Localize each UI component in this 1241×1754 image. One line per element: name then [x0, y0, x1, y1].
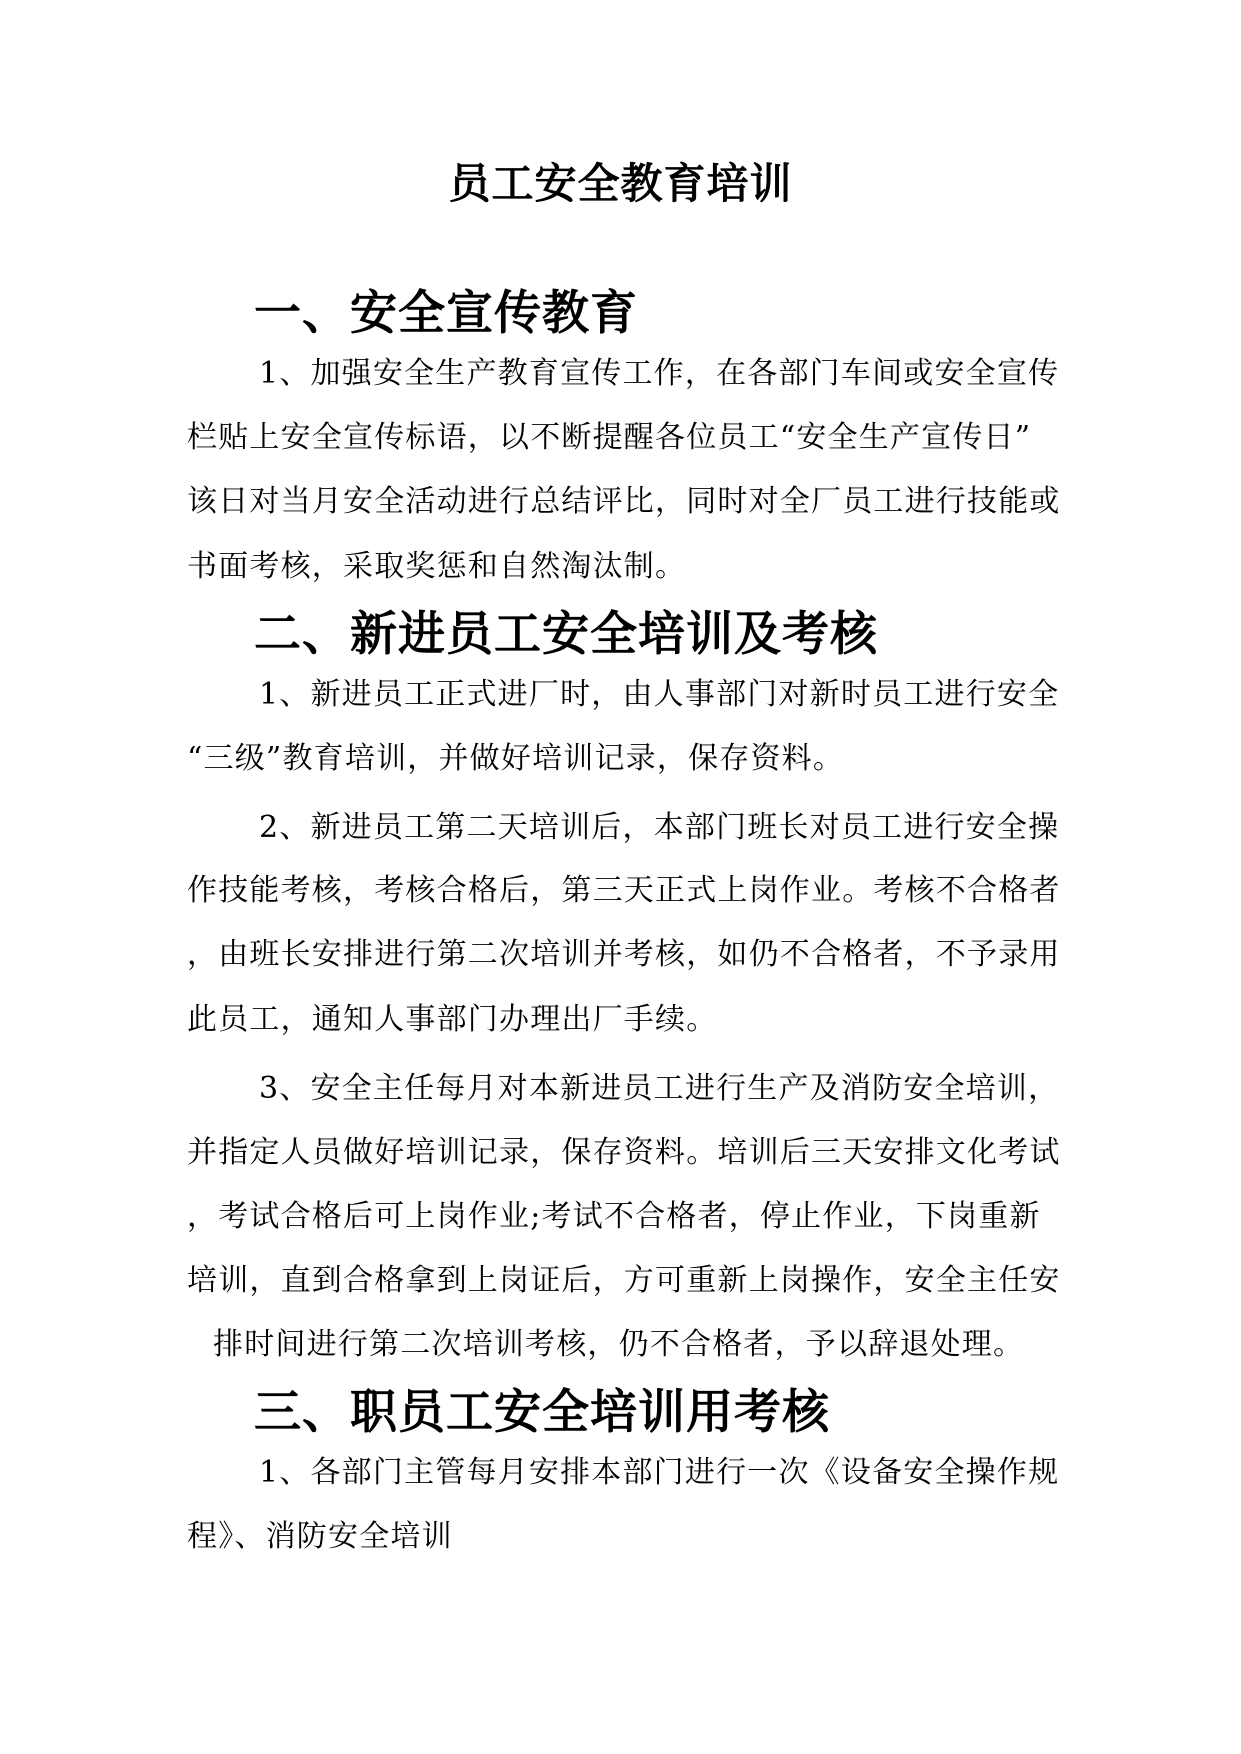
paragraph-line: ，由班长安排进行第二次培训并考核，如仍不合格者，不予录用 [187, 937, 1061, 972]
paragraph-line: 2、新进员工第二天培训后，本部门班长对员工进行安全操 [259, 810, 1060, 845]
paragraph-line: 该日对当月安全活动进行总结评比，同时对全厂员工进行技能或 [187, 484, 1061, 519]
paragraph-line: 作技能考核，考核合格后，第三天正式上岗作业。考核不合格者 [187, 873, 1061, 908]
paragraph-line: 排时间进行第二次培训考核，仍不合格者，予以辞退处理。 [213, 1327, 1025, 1362]
paragraph-line: 1、新进员工正式进厂时，由人事部门对新时员工进行安全 [259, 677, 1060, 712]
paragraph-line: 培训，直到合格拿到上岗证后，方可重新上岗操作，安全主任安 [187, 1263, 1061, 1298]
section-heading-1: 一、安全宣传教育 [254, 286, 638, 341]
section-heading-3: 三、职员工安全培训用考核 [254, 1385, 830, 1440]
paragraph-line: 此员工，通知人事部门办理出厂手续。 [187, 1002, 718, 1037]
paragraph-line: 1、各部门主管每月安排本部门进行一次《设备安全操作规 [259, 1455, 1060, 1490]
paragraph-line: ，考试合格后可上岗作业;考试不合格者，停止作业，下岗重新 [187, 1199, 1041, 1234]
paragraph-line: 3、安全主任每月对本新进员工进行生产及消防安全培训， [259, 1071, 1060, 1106]
paragraph-line: 程》、消防安全培训 [187, 1519, 453, 1554]
paragraph-line: 栏贴上安全宣传标语，以不断提醒各位员工“安全生产宣传日” [187, 420, 1032, 455]
paragraph-line: 书面考核，采取奖惩和自然淘汰制。 [187, 549, 687, 584]
paragraph-line: 并指定人员做好培训记录，保存资料。培训后三天安排文化考试 [187, 1135, 1061, 1170]
paragraph-line: 1、加强安全生产教育宣传工作，在各部门车间或安全宣传 [259, 356, 1060, 391]
document-title: 员工安全教育培训 [448, 159, 793, 208]
paragraph-line: “三级”教育培训，并做好培训记录，保存资料。 [187, 741, 845, 776]
section-heading-2: 二、新进员工安全培训及考核 [254, 607, 878, 662]
